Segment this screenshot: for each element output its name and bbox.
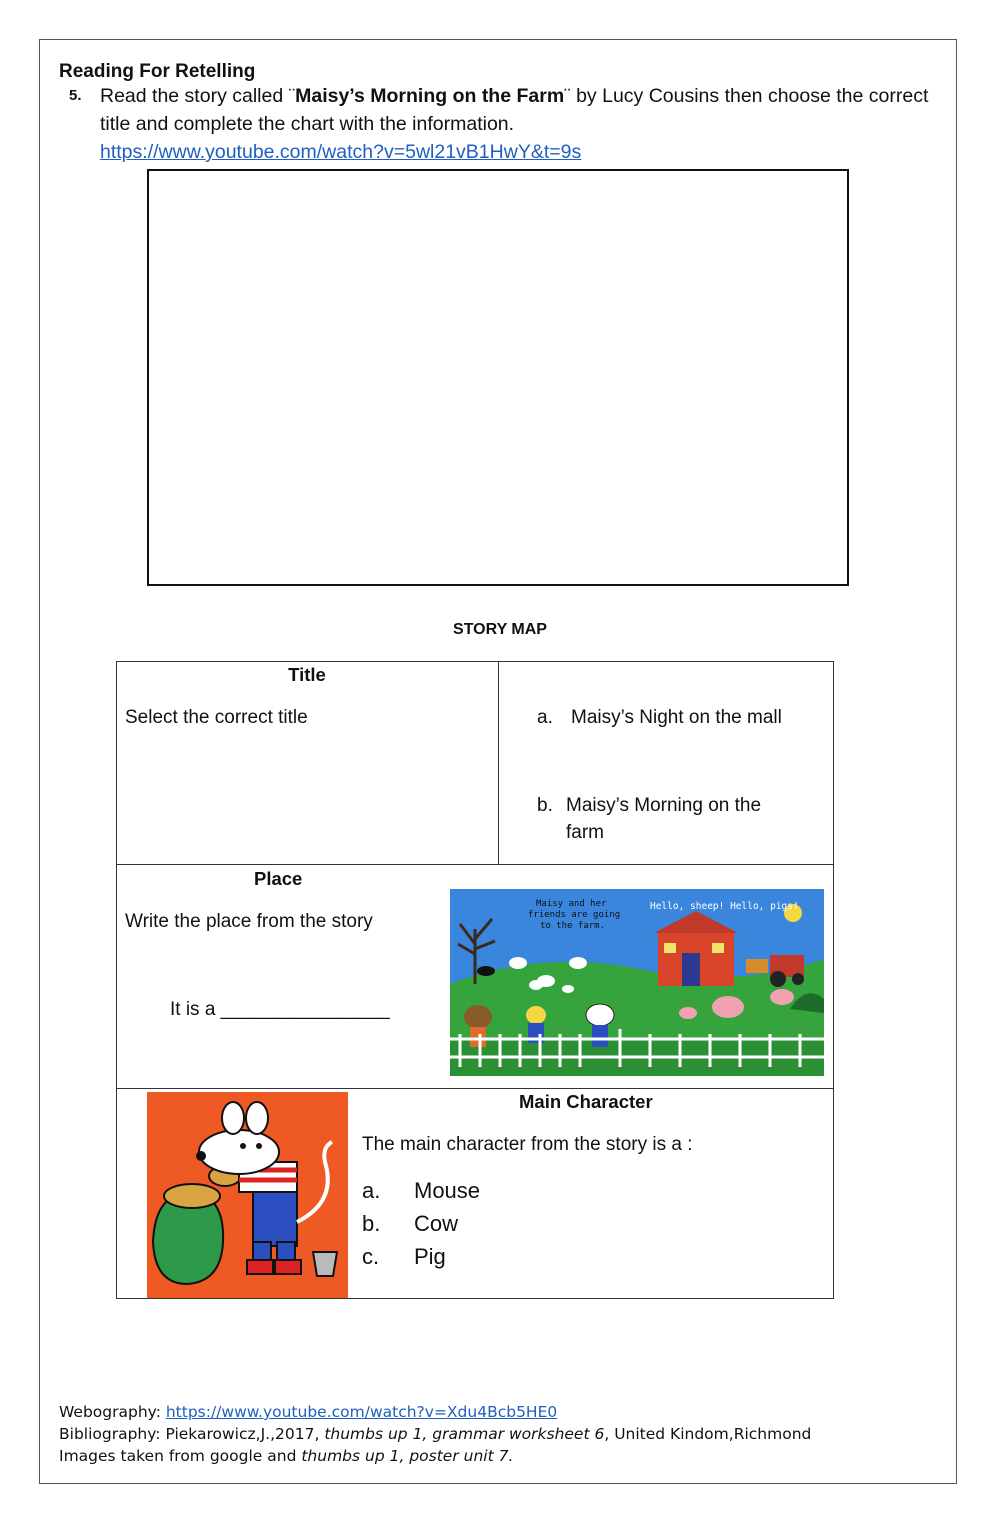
bibliography-post: , United Kindom,Richmond [604,1425,812,1443]
farm-caption-right: Hello, sheep! Hello, pigs! [650,901,799,912]
section-heading: Reading For Retelling [59,61,256,82]
character-option-a[interactable]: Mouse [414,1178,481,1203]
instruction-pre: Read the story called ¨ [100,85,296,107]
title-option-a[interactable]: Maisy’s Night on the mall [571,707,782,728]
place-answer-blank[interactable]: It is a ________________ [170,999,390,1020]
video-link[interactable]: https://www.youtube.com/watch?v=5wl21vB1HwY&t=9s [100,141,582,163]
image-credits [59,1447,513,1465]
images-pre: Images taken from google and [59,1447,302,1465]
webography-label: Webography: [59,1403,166,1421]
row-divider [116,1088,834,1089]
title-option-b[interactable]: Maisy’s Morning on the [566,795,762,816]
character-option-c[interactable]: Pig [414,1244,446,1269]
column-divider [498,661,499,865]
character-option-c-letter[interactable]: c. [362,1244,380,1269]
place-prompt: Write the place from the story [125,911,373,932]
images-source: thumbs up 1, poster unit 7. [301,1447,514,1465]
story-map-title: STORY MAP [453,621,547,638]
bibliography [59,1425,811,1443]
maisy-mouse-illustration [147,1092,348,1298]
question-instruction [100,82,940,166]
title-label: Title [288,664,326,685]
title-option-b-letter[interactable]: b. [537,795,553,816]
main-character-label: Main Character [519,1091,653,1112]
place-label: Place [254,868,303,889]
webography [59,1403,557,1421]
title-option-b-cont[interactable]: farm [566,822,604,843]
bibliography-pre: Bibliography: Piekarowicz,J.,2017, [59,1425,325,1443]
video-embed-box[interactable] [147,169,849,586]
title-option-a-letter[interactable]: a. [537,707,553,728]
character-option-b[interactable]: Cow [414,1211,459,1236]
instruction-post: ¨ by Lucy Cousins then choose the correct title and complete the chart with the information. [100,85,929,135]
character-option-a-letter[interactable]: a. [362,1178,381,1203]
farm-caption-left: Maisy and her friends are going to the farm. [528,899,621,931]
farm-illustration [450,889,824,1076]
title-prompt: Select the correct title [125,707,308,728]
question-number: 5. [69,87,82,104]
bibliography-title: thumbs up 1, grammar worksheet 6 [324,1425,605,1443]
character-option-b-letter[interactable]: b. [362,1211,381,1236]
character-prompt: The main character from the story is a : [362,1134,693,1155]
webography-link[interactable]: https://www.youtube.com/watch?v=Xdu4Bcb5HE0 [165,1403,558,1421]
row-divider [116,864,834,865]
story-title: Maisy’s Morning on the Farm [295,85,565,107]
